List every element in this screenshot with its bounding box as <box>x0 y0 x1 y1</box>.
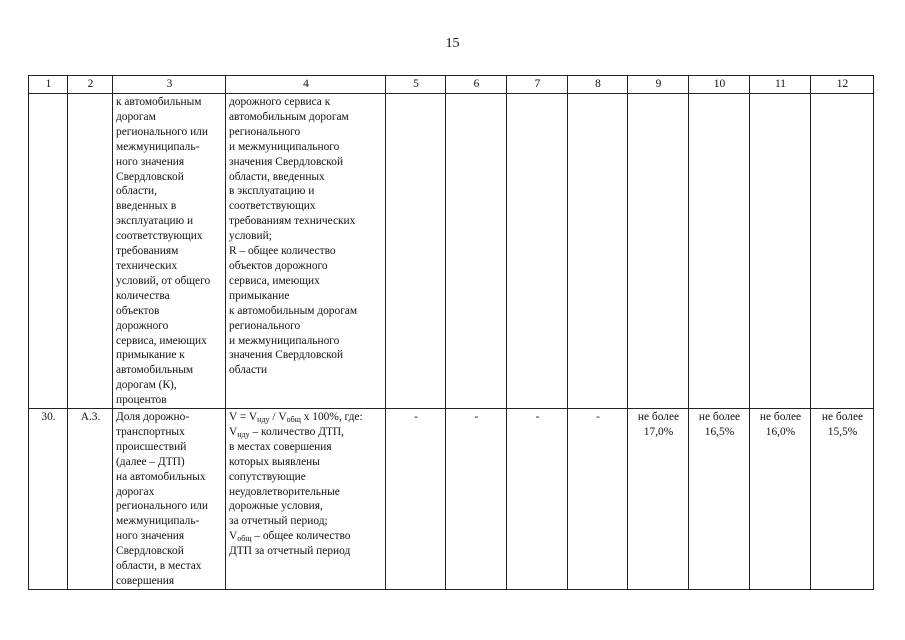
column-header: 11 <box>750 76 811 94</box>
formula-definition-text: ДТП за отчетный период <box>229 545 351 558</box>
indicator-name-cell: к автомобильным дорогам регионального или межмуниципаль- ного значения Свердловской области, введенных в эксплуатацию и соответствующих требованиям технических условий, от общего количества объектов дорожного сервиса, имеющих примыкание к автомобильным дорогам (К), процентов <box>113 94 226 409</box>
column-header: 1 <box>29 76 68 94</box>
cell-empty <box>750 94 811 409</box>
column-header: 7 <box>507 76 568 94</box>
formula-definition-text: в местах совершения которых выявлены сопутствующие неудовлетворительные дорожные условия, за отчетный период; <box>229 440 340 528</box>
row-code-cell: А.3. <box>68 409 113 590</box>
cell-empty <box>507 94 568 409</box>
column-header: 2 <box>68 76 113 94</box>
column-header: 8 <box>568 76 628 94</box>
indicator-name-cell: Доля дорожно- транспортных происшествий (далее – ДТП) на автомобильных дорогах регионального или межмуниципаль- ного значения Свердловской области, в местах совершения <box>113 409 226 590</box>
indicator-table <box>28 75 874 590</box>
row-number-cell: 30. <box>29 409 68 590</box>
value-cell-8: - <box>568 409 628 590</box>
value-cell-5: - <box>386 409 446 590</box>
column-header: 10 <box>689 76 750 94</box>
formula-definition: $V_{нду}$ – количество ДТП, <box>229 425 345 439</box>
cell-empty <box>628 94 689 409</box>
value-cell-6: - <box>446 409 507 590</box>
column-header: 3 <box>113 76 226 94</box>
formula-line: $V = V_{нду} / V_{общ}$ x 100%, где: <box>229 411 363 425</box>
cell-empty <box>29 94 68 409</box>
column-header: 9 <box>628 76 689 94</box>
table-row-continuation <box>29 94 874 409</box>
column-header: 6 <box>446 76 507 94</box>
column-number-row <box>29 76 874 94</box>
value-cell-10: не более 16,5% <box>689 409 750 590</box>
value-cell-11: не более 16,0% <box>750 409 811 590</box>
cell-empty <box>68 94 113 409</box>
cell-empty <box>446 94 507 409</box>
column-header: 4 <box>226 76 386 94</box>
value-cell-9: не более 17,0% <box>628 409 689 590</box>
cell-empty <box>568 94 628 409</box>
column-header: 5 <box>386 76 446 94</box>
page-number: 15 <box>445 36 460 51</box>
cell-empty <box>386 94 446 409</box>
formula-cell <box>226 409 386 590</box>
column-header: 12 <box>811 76 874 94</box>
formula-cell: дорожного сервиса к автомобильным дорогам регионального и межмуниципального значения Свердловской области, введенных в эксплуатацию и соответствующих требованиям технических условий; R – общее количество объектов дорожного сервиса, имеющих примыкание к автомобильным дорогам регионального и межмуниципального значения Свердловской области <box>226 94 386 409</box>
cell-empty <box>811 94 874 409</box>
cell-empty <box>689 94 750 409</box>
value-cell-12: не более 15,5% <box>811 409 874 590</box>
value-cell-7: - <box>507 409 568 590</box>
table-row-30 <box>29 409 874 590</box>
formula-definition: $V_{общ}$ – общее количество <box>229 530 351 544</box>
